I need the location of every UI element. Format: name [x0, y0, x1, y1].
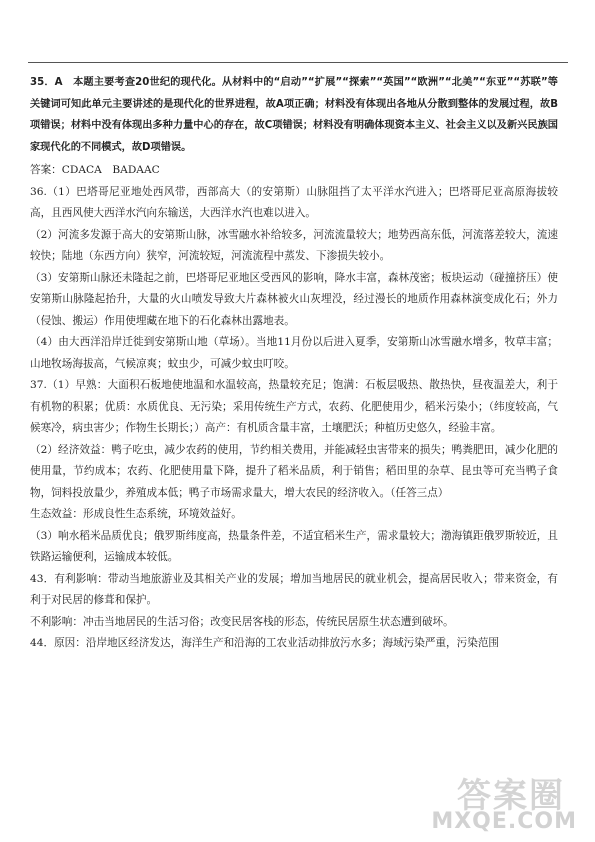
answer-document	[30, 72, 558, 655]
answer-35-paragraph: 35．A 本题主要考查20世纪的现代化。从材料中的“启动”“扩展”“探索”“英国”“欧洲”“北美”“东亚”“苏联”等关键词可知此单元主要讲述的是现代化的世界进程，故A项正确；材料没有体现出各地从分散到整体的发展过程，故B项错误；材料中没有体现出多种力量中心的存在，故C项错误；材料没有明确体现资本主义、社会主义以及新兴民族国家现代化的不同模式，故D项错误。	[30, 77, 558, 153]
answer-key-line: 答案：CDACA BADAAC	[30, 164, 160, 176]
answer-37-2-ecological: 生态效益：形成良性生态系统，环境效益好。	[30, 508, 242, 520]
answer-36-3: （3）安第斯山脉还未隆起之前，巴塔哥尼亚地区受西风的影响，降水丰富，森林茂密；板块运动（碰撞挤压）使安第斯山脉隆起抬升，大量的火山喷发导致大片森林被火山灰埋没，经过漫长的地质作用森林演变成化石；外力（侵蚀、搬运）作用使埋藏在地下的石化森林出露地表。	[30, 271, 558, 327]
answer-37-2-economic: （2）经济效益：鸭子吃虫，减少农药的使用，节约相关费用，并能减轻虫害带来的损失；鸭粪肥田，减少化肥的使用量，节约成本；农药、化肥使用量下降，提升了稻米品质，利于销售；稻田里的杂草、昆虫等可充当鸭子食物，饲料投放量少，养殖成本低；鸭子市场需求量大，增大农民的经济收入。（任答三点）	[30, 443, 558, 499]
answer-36-1: 36.（1）巴塔哥尼亚地处西风带，西部高大（的安第斯）山脉阻挡了太平洋水汽进入；巴塔哥尼亚高原海拔较高，且西风使大西洋水汽向东输送，大西洋水汽也难以进入。	[30, 185, 558, 219]
watermark-url: MXQE.COM	[431, 809, 577, 834]
answer-44-cause: 44．原因：沿岸地区经济发达，海洋生产和沿海的工农业活动排放污水多；海域污染严重，污染范围	[30, 637, 500, 649]
answer-36-4: （4）由大西洋沿岸迁徙到安第斯山地（草场）。当地11月份以后进入夏季，安第斯山冰雪融水增多，牧草丰富；山地牧场海拔高，气候凉爽；蚊虫少，可减少蚊虫叮咬。	[30, 336, 558, 370]
answer-36-2: （2）河流多发源于高大的安第斯山脉，冰雪融水补给较多，河流流量较大；地势西高东低，河流落差较大，流速较快；陆地（东西方向）狭窄，河流较短，河流流程中蒸发、下渗损失较小。	[30, 228, 558, 262]
answer-37-1: 37.（1）早熟：大面积石板地使地温和水温较高，热量较充足；饱满：石板层吸热、散热快，昼夜温差大，利于有机物的积累；优质：水质优良、无污染；采用传统生产方式，农药、化肥使用少，稻米污染小；（纬度较高，气候寒冷，病虫害少；作物生长期长；）高产：有机质含量丰富，土壤肥沃；种植历史悠久，经验丰富。	[30, 379, 558, 434]
answer-37-3: （3）响水稻米品质优良；俄罗斯纬度高，热量条件差，不适宜稻米生产，需求量较大；渤海镇距俄罗斯较近，且铁路运输便利，运输成本较低。	[30, 529, 558, 563]
answer-43-positive: 43．有利影响：带动当地旅游业及其相关产业的发展；增加当地居民的就业机会，提高居民收入；带来资金，有利于对民居的修葺和保护。	[30, 572, 558, 606]
watermark-logo: 答案圈	[457, 776, 565, 816]
answer-43-negative: 不利影响：冲击当地居民的生活习俗；改变民居客栈的形态，传统民居原生状态遭到破坏。	[30, 615, 454, 628]
header-rule	[28, 62, 568, 63]
watermark	[417, 768, 587, 838]
